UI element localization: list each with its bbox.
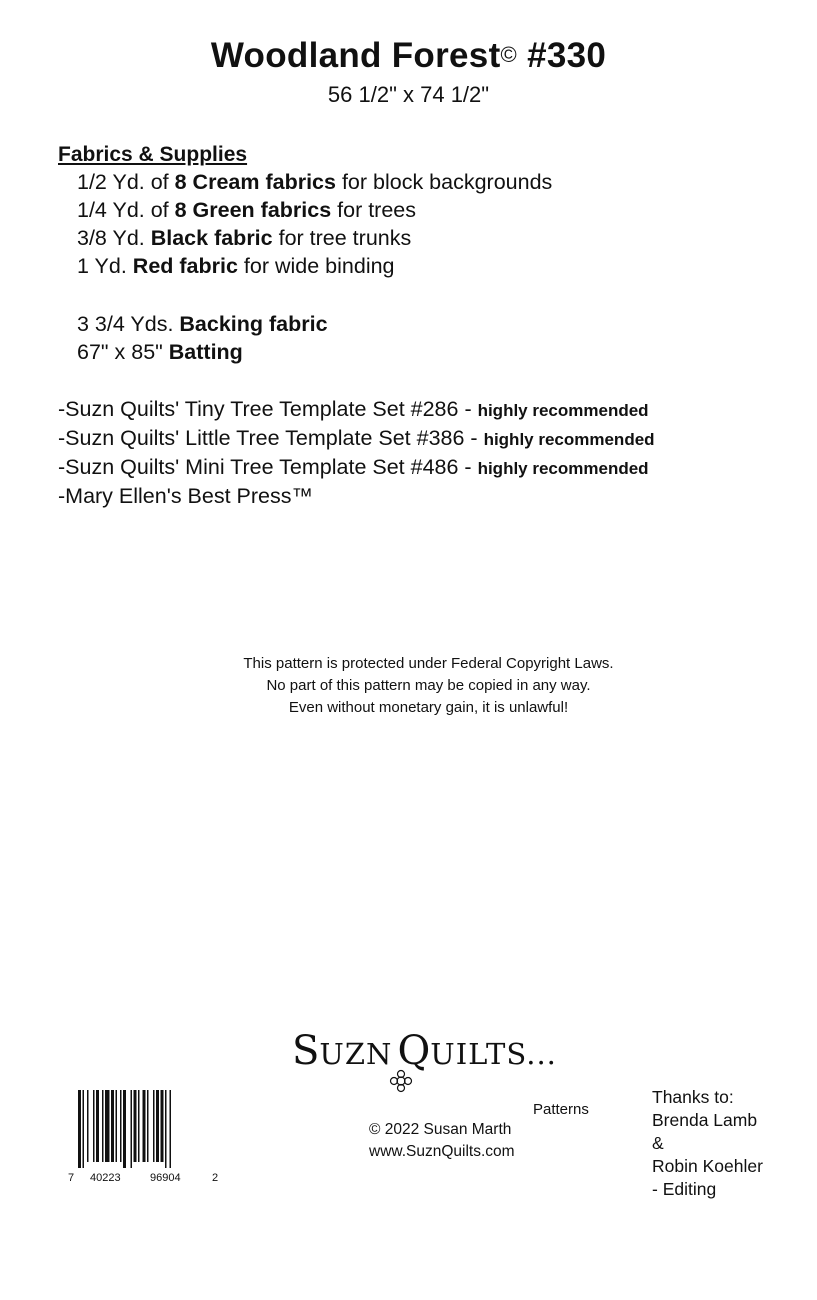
copyright-notice-line: This pattern is protected under Federal Copyright Laws. — [243, 655, 614, 672]
fabric-use: for wide binding — [237, 254, 395, 278]
copyright-symbol: © — [500, 41, 518, 67]
barcode-bar — [116, 1090, 118, 1162]
supply-line — [77, 312, 328, 337]
fabric-use: for tree trunks — [272, 226, 412, 250]
barcode-bar — [87, 1090, 89, 1162]
recommended-item — [58, 455, 649, 480]
quilt-dimensions: 56 1/2" x 74 1/2" — [327, 82, 490, 107]
fabric-amount: 1/4 Yd. of — [77, 198, 175, 222]
barcode-bar — [111, 1090, 114, 1162]
fabric-line — [77, 170, 552, 195]
supply-name: Batting — [168, 340, 243, 364]
fabric-amount: 1/2 Yd. of — [77, 170, 175, 194]
fabric-use: for trees — [331, 198, 417, 222]
pattern-title — [0, 36, 817, 76]
copyright-notice-line: Even without monetary gain, it is unlawful! — [288, 699, 569, 716]
barcode-bar — [143, 1090, 146, 1162]
recommended-item — [58, 426, 655, 451]
fabric-line — [77, 254, 395, 279]
logo-letter: Q — [397, 1028, 431, 1074]
barcode-bar — [170, 1090, 172, 1168]
thanks-line: Thanks to: — [652, 1087, 734, 1107]
logo-letter: S — [292, 1028, 320, 1074]
barcode-bar — [131, 1090, 133, 1168]
fabric-name: 8 Green fabrics — [174, 198, 332, 222]
copyright-notice-line: No part of this pattern may be copied in any way. — [266, 677, 591, 694]
barcode-bar — [102, 1090, 104, 1162]
logo-letters: UILTS... — [430, 1037, 557, 1071]
barcode-bar — [138, 1090, 140, 1162]
recommended-item — [58, 397, 649, 422]
fabric-use: for block backgrounds — [335, 170, 553, 194]
barcode-digit: 7 — [68, 1172, 75, 1184]
thanks-line: - Editing — [652, 1179, 717, 1199]
barcode-bar — [153, 1090, 155, 1162]
supply-amount: 67" x 85" — [77, 340, 169, 364]
recommended-text: -Mary Ellen's Best Press™ — [58, 484, 313, 508]
recommended-note: highly recommended — [483, 430, 655, 449]
title-text: Woodland Forest — [210, 36, 501, 75]
barcode-bar — [96, 1090, 99, 1162]
barcode-bar — [93, 1090, 95, 1162]
fabric-line — [77, 226, 411, 251]
fabric-name: Black fabric — [150, 226, 273, 250]
supply-name: Backing fabric — [179, 312, 328, 336]
recommended-text: -Suzn Quilts' Tiny Tree Template Set #286 - — [58, 397, 478, 421]
barcode-icon — [78, 1090, 210, 1168]
copyright-line: © 2022 Susan Marth — [369, 1121, 512, 1138]
pattern-number: #330 — [527, 36, 607, 75]
barcode-bar — [165, 1090, 167, 1168]
logo-letters: UZN — [319, 1037, 393, 1071]
supply-amount: 3 3/4 Yds. — [77, 312, 180, 336]
barcode-digit: 96904 — [150, 1172, 181, 1184]
barcode-digit: 2 — [212, 1172, 219, 1184]
website-link[interactable]: www.SuznQuilts.com — [369, 1143, 515, 1160]
fabric-line — [77, 198, 416, 223]
thanks-line: Robin Koehler — [652, 1156, 763, 1176]
recommended-note: highly recommended — [477, 459, 649, 478]
barcode-bar — [134, 1090, 137, 1162]
fabric-amount: 1 Yd. — [77, 254, 133, 278]
suzn-quilts-logo — [292, 1028, 557, 1074]
recommended-text: -Suzn Quilts' Little Tree Template Set #386 - — [58, 426, 484, 450]
fabric-name: 8 Cream fabrics — [174, 170, 336, 194]
fabric-name: Red fabric — [132, 254, 238, 278]
barcode-bar — [83, 1090, 85, 1168]
barcode-bar — [123, 1090, 126, 1168]
barcode-bar — [105, 1090, 110, 1162]
flower-icon — [388, 1066, 414, 1096]
thanks-line: & — [652, 1133, 664, 1153]
logo-subtitle: Patterns — [533, 1101, 589, 1118]
fabric-amount: 3/8 Yd. — [77, 226, 151, 250]
barcode-digit: 40223 — [90, 1172, 121, 1184]
supplies-heading: Fabrics & Supplies — [58, 143, 248, 166]
recommended-item — [58, 484, 313, 509]
recommended-text: -Suzn Quilts' Mini Tree Template Set #486 - — [58, 455, 478, 479]
supply-line — [77, 340, 243, 365]
barcode-bar — [120, 1090, 122, 1162]
barcode-bar — [147, 1090, 149, 1162]
barcode-bar — [78, 1090, 81, 1168]
barcode-bar — [161, 1090, 164, 1162]
thanks-line: Brenda Lamb — [652, 1110, 758, 1130]
barcode-bar — [156, 1090, 159, 1162]
recommended-note: highly recommended — [477, 401, 649, 420]
